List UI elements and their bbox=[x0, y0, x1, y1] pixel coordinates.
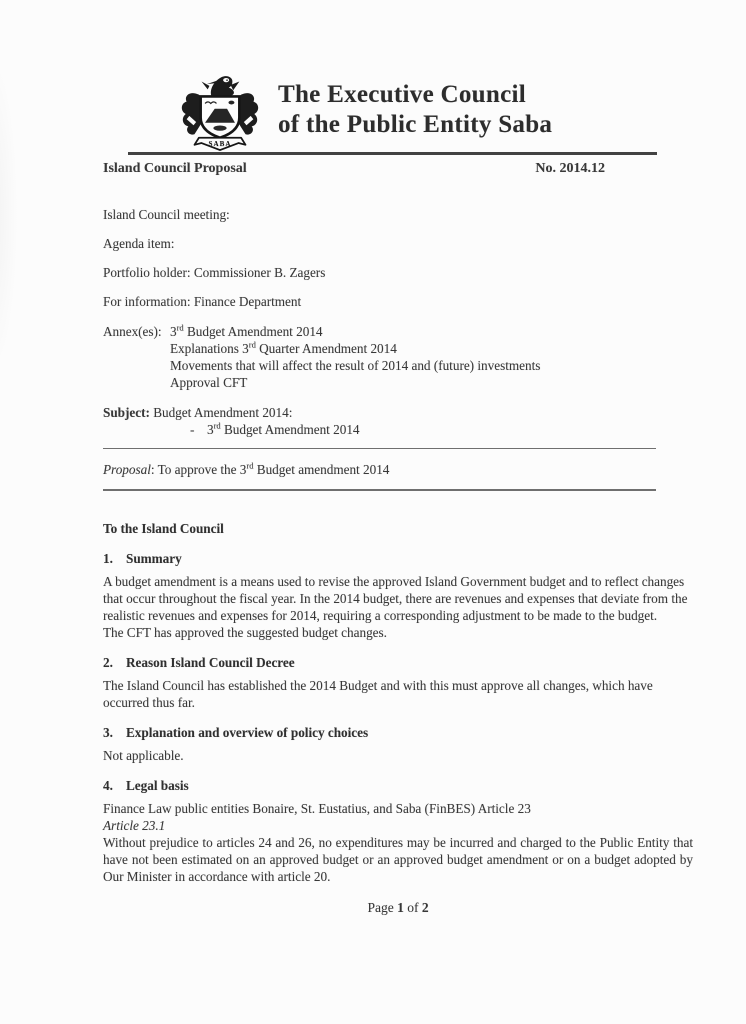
crest-bird-eye bbox=[226, 79, 228, 81]
bullet-dash: - bbox=[190, 421, 195, 437]
agenda-field: Agenda item: bbox=[103, 235, 175, 251]
page-number-footer: Page 1 of 2 bbox=[367, 899, 429, 915]
crest-bird-head bbox=[223, 78, 229, 82]
meeting-field: Island Council meeting: bbox=[103, 206, 230, 222]
section-explanation bbox=[103, 724, 693, 764]
proposal-line: Proposal: To approve the 3rd Budget amendment 2014 bbox=[103, 460, 390, 477]
for-information-field: For information: Finance Department bbox=[103, 293, 302, 309]
section-legal-basis bbox=[103, 777, 693, 885]
section-paragraph: Not applicable. bbox=[103, 747, 184, 763]
shield-ellipse-charge bbox=[213, 125, 226, 130]
document-content bbox=[103, 160, 693, 916]
annex-item: Movements that will affect the result of 2014 and (future) investments bbox=[170, 357, 541, 373]
org-title-line1: The Executive Council bbox=[278, 81, 526, 108]
section-heading: 4. Legal basis bbox=[103, 777, 189, 793]
section-heading: 2. Reason Island Council Decree bbox=[103, 654, 295, 670]
subject-label: Subject: bbox=[103, 404, 150, 420]
meta-fields bbox=[103, 206, 693, 310]
portfolio-holder-field: Portfolio holder: Commissioner B. Zagers bbox=[103, 264, 326, 280]
org-title-line2: of the Public Entity Saba bbox=[278, 111, 553, 138]
section-paragraph: The CFT has approved the suggested budget changes. bbox=[103, 624, 387, 640]
annex-item: Approval CFT bbox=[170, 374, 248, 390]
section-paragraph: Without prejudice to articles 24 and 26, no expenditures may be incurred and charged to the Public Entity that have not been estimated on an approved budget or an approved budget amendment or on a budget adopted by Our Minister in accordance with article 20. bbox=[103, 834, 693, 884]
subject-line: Subject: Budget Amendment 2014: bbox=[103, 404, 293, 420]
legal-reference-line: Finance Law public entities Bonaire, St. Eustatius, and Saba (FinBES) Article 23 bbox=[103, 800, 531, 816]
doc-type-label: Island Council Proposal bbox=[103, 160, 247, 176]
proposal-divider-bottom bbox=[103, 489, 656, 491]
subject-bullet-item: - 3rd Budget Amendment 2014 bbox=[190, 420, 360, 437]
shield-ornament bbox=[228, 101, 234, 105]
proposal-divider-top bbox=[103, 448, 656, 450]
section-heading: 3. Explanation and overview of policy choices bbox=[103, 724, 369, 740]
annex-list bbox=[170, 323, 540, 391]
annex-section bbox=[103, 323, 693, 391]
section-paragraph: The Island Council has established the 2014 Budget and with this must approve all changes, which have occurred thus far. bbox=[103, 677, 653, 710]
saba-coat-of-arms-icon bbox=[176, 73, 264, 155]
mantling-left bbox=[182, 93, 201, 134]
annex-item: 3rd Budget Amendment 2014 bbox=[170, 322, 323, 339]
mantling-right bbox=[239, 93, 258, 134]
proposal-label: Proposal bbox=[103, 462, 151, 477]
doc-number: No. 2014.12 bbox=[535, 160, 605, 176]
scan-artifact bbox=[0, 55, 18, 375]
article-reference: Article 23.1 bbox=[103, 817, 166, 833]
document-head-row bbox=[103, 160, 693, 177]
letterhead bbox=[176, 0, 746, 155]
total-page-number: 2 bbox=[421, 899, 429, 915]
section-summary bbox=[103, 550, 693, 641]
banner-text: SABA bbox=[208, 140, 232, 149]
org-title bbox=[278, 73, 552, 140]
annex-label: Annex(es): bbox=[103, 323, 162, 339]
annex-item: Explanations 3rd Quarter Amendment 2014 bbox=[170, 339, 397, 356]
salutation: To the Island Council bbox=[103, 520, 224, 536]
section-paragraph: A budget amendment is a means used to revise the approved Island Government budget and to reflect changes that occur throughout the fiscal year. In the 2014 budget, there are revenues and expenses that deviate from the realistic revenues and expenses for 2014, requiring a corresponding adjustment to be made to the budget. bbox=[103, 573, 688, 623]
subject-section bbox=[103, 404, 693, 438]
section-heading: 1. Summary bbox=[103, 550, 182, 566]
current-page-number: 1 bbox=[397, 899, 404, 915]
section-reason bbox=[103, 654, 693, 711]
